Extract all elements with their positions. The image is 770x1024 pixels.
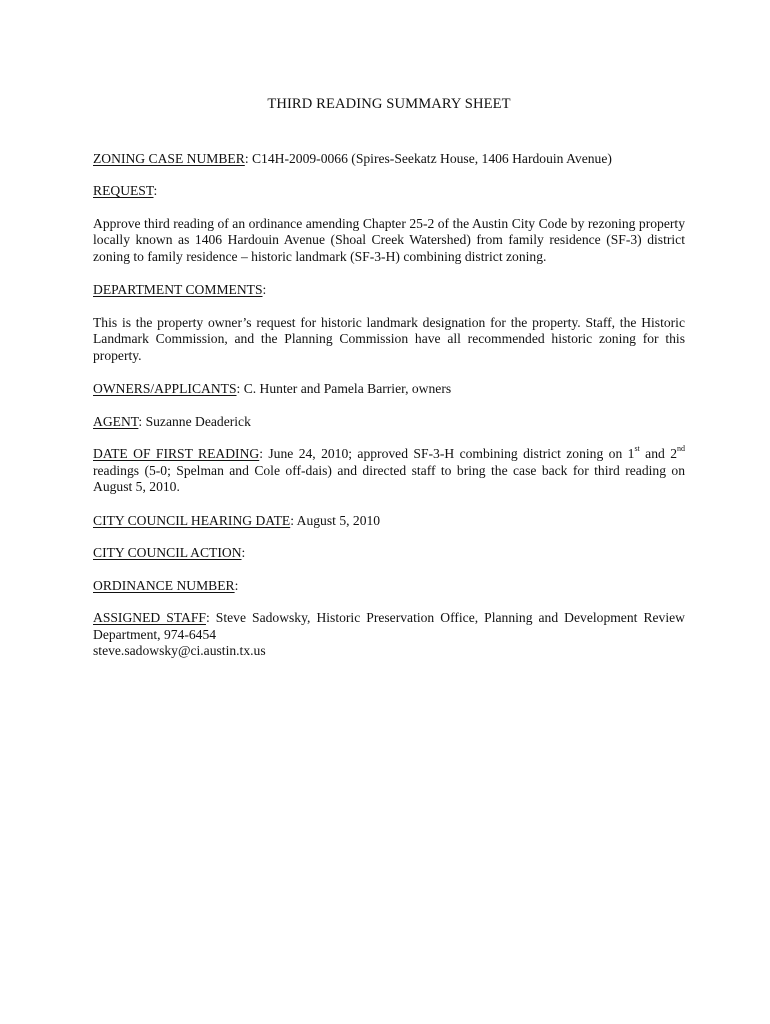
- first-reading-text-a: : June 24, 2010; approved SF-3-H combining district zoning on 1: [259, 446, 635, 461]
- first-reading-sup-nd: nd: [677, 444, 685, 454]
- owners-label: OWNERS/APPLICANTS: [93, 381, 237, 396]
- assigned-staff-label: ASSIGNED STAFF: [93, 610, 206, 625]
- ordinance-number-section: [93, 578, 685, 595]
- owners-section: [93, 381, 685, 398]
- zoning-case-value: : C14H-2009-0066 (Spires-Seekatz House, 1406 Hardouin Avenue): [244, 150, 612, 166]
- document-body: [93, 96, 685, 660]
- agent-section: [93, 414, 685, 431]
- first-reading-text-c: readings (5-0; Spelman and Cole off-dais) and directed staff to bring the case back for third reading on August 5, 2010.: [93, 462, 685, 494]
- department-comments-label: DEPARTMENT COMMENTS: [93, 282, 263, 297]
- first-reading-section: [93, 446, 685, 496]
- council-action-section: [93, 545, 685, 562]
- zoning-case-label: ZONING CASE NUMBER: [93, 150, 245, 166]
- first-reading-text-b: and 2: [639, 446, 677, 461]
- page-title: THIRD READING SUMMARY SHEET: [267, 96, 511, 112]
- hearing-date-label: CITY COUNCIL HEARING DATE: [93, 512, 291, 528]
- assigned-staff-section: [93, 610, 685, 660]
- zoning-case-section: [93, 151, 685, 168]
- request-text: Approve third reading of an ordinance amending Chapter 25-2 of the Austin City Code by rezoning property locally known as 1406 Hardouin Avenue (Shoal Creek Watershed) from family residence (SF-3) district zoning to family residence – historic landmark (SF-3-H) combining district zoning.: [93, 215, 685, 264]
- agent-value: : Suzanne Deaderick: [138, 413, 251, 429]
- ordinance-number-label: ORDINANCE NUMBER: [93, 577, 235, 593]
- agent-label: AGENT: [93, 413, 139, 429]
- first-reading-sup-st: st: [634, 444, 640, 454]
- request-suffix: :: [153, 183, 158, 198]
- assigned-staff-email: steve.sadowsky@ci.austin.tx.us: [93, 643, 266, 658]
- owners-value: : C. Hunter and Pamela Barrier, owners: [236, 381, 452, 396]
- council-action-suffix: :: [241, 545, 246, 560]
- department-comments-text: This is the property owner’s request for historic landmark designation for the property. Staff, the Historic Landmark Commission, and the Planning Commission have all recommended historic zoning for this property.: [93, 314, 685, 363]
- ordinance-number-suffix: :: [234, 577, 239, 593]
- request-label: REQUEST: [93, 183, 154, 198]
- department-comments-suffix: :: [262, 282, 267, 297]
- hearing-date-value: : August 5, 2010: [290, 512, 381, 528]
- hearing-date-section: [93, 513, 685, 530]
- council-action-label: CITY COUNCIL ACTION: [93, 545, 242, 560]
- request-heading: [93, 183, 685, 200]
- assigned-staff-value: : Steve Sadowsky, Historic Preservation Office, Planning and Development Review Department, 974-6454: [93, 610, 685, 642]
- first-reading-label: DATE OF FIRST READING: [93, 446, 260, 461]
- department-comments-heading: [93, 282, 685, 299]
